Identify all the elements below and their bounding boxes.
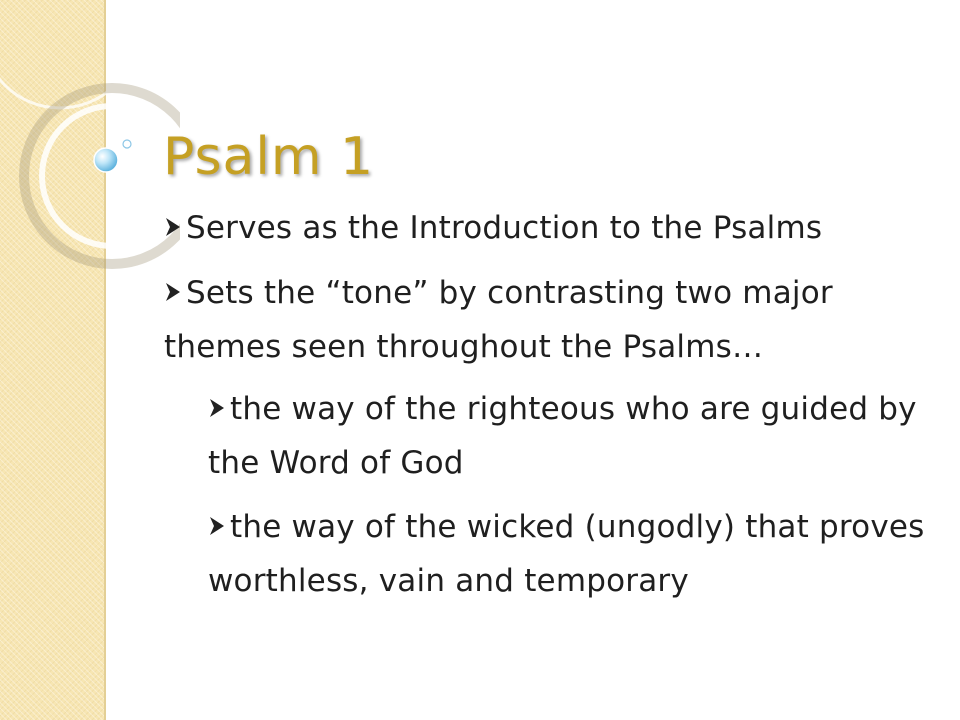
bullet-text-1: Serves as the Introduction to the Psalms	[186, 210, 823, 246]
bullet-item-2	[164, 266, 944, 374]
sub-bullet-text-1: the way of the righteous who are guided by the Word of God	[208, 391, 917, 481]
arrow-bullet-icon	[164, 216, 182, 238]
sub-bullet-item-1	[208, 382, 938, 490]
arrow-bullet-icon	[164, 281, 182, 303]
sub-bullet-item-2	[208, 500, 938, 608]
sub-bullet-text-2: the way of the wicked (ungodly) that proves worthless, vain and temporary	[208, 509, 925, 599]
slide-title: Psalm 1	[163, 127, 375, 187]
bullet-text-2: Sets the “tone” by contrasting two major themes seen throughout the Psalms…	[164, 275, 833, 365]
bullet-item-1	[164, 201, 944, 255]
arrow-bullet-icon	[208, 515, 226, 537]
arrow-bullet-icon	[208, 397, 226, 419]
